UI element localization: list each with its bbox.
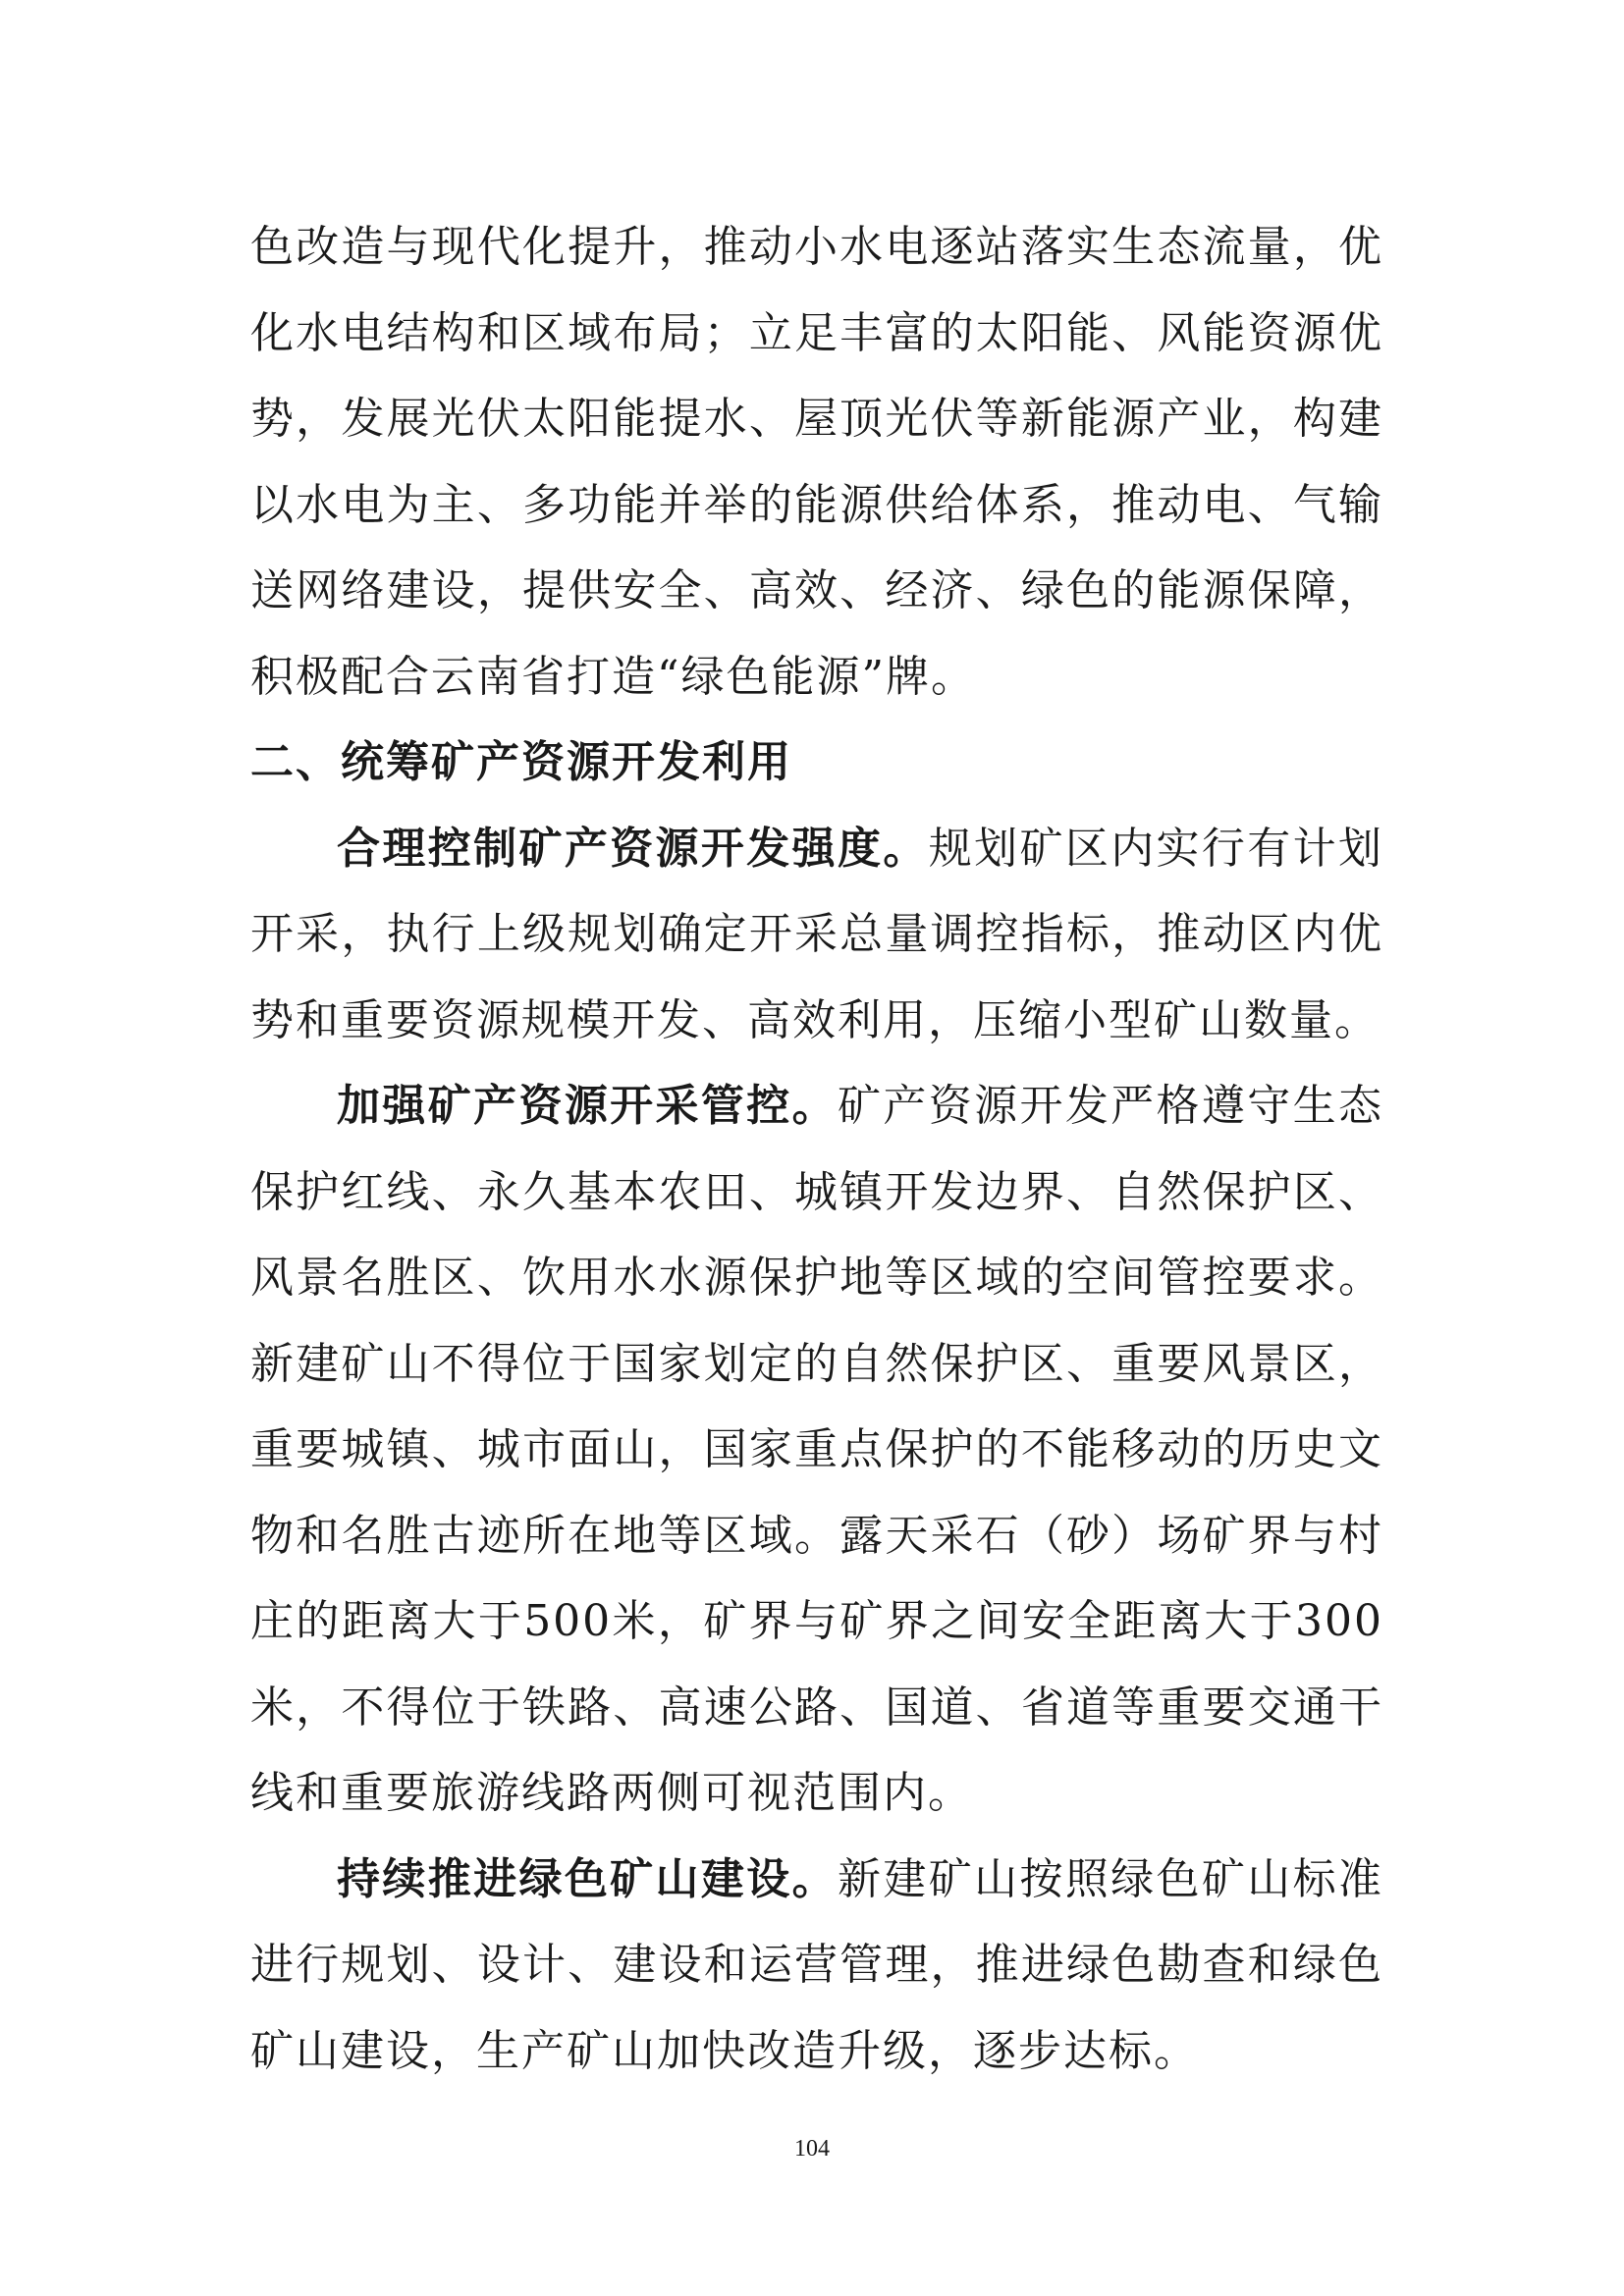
paragraph-lead: 持续推进绿色矿山建设。	[337, 1853, 838, 1904]
paragraph-body: 规划矿区内实行有计划开采，执行上级规划确定开采总量调控指标，推动区内优势和重要资源规模开发、高效利用，压缩小型矿山数量。	[250, 823, 1384, 1045]
paragraph-lead: 合理控制矿产资源开发强度。	[337, 823, 929, 874]
paragraph-lead: 加强矿产资源开采管控。	[337, 1081, 838, 1131]
paragraph-mining-control	[250, 1063, 1383, 1837]
paragraph-green-mines	[250, 1837, 1383, 2095]
document-page	[250, 204, 1383, 2094]
paragraph-body: 矿产资源开发严格遵守生态保护红线、永久基本农田、城镇开发边界、自然保护区、风景名胜区、饮用水水源保护地等区域的空间管控要求。新建矿山不得位于国家划定的自然保护区、重要风景区，重要城镇、城市面山，国家重点保护的不能移动的历史文物和名胜古迹所在地等区域。露天采石（砂）场矿界与村庄的距离大于500米，矿界与矿界之间安全距离大于300米，不得位于铁路、高速公路、国道、省道等重要交通干线和重要旅游线路两侧可视范围内。	[250, 1081, 1383, 1818]
paragraph-mining-intensity	[250, 806, 1383, 1064]
paragraph-body: 新建矿山按照绿色矿山标准进行规划、设计、建设和运营管理，推进绿色勘查和绿色矿山建设，生产矿山加快改造升级，逐步达标。	[250, 1853, 1383, 2076]
intro-paragraph: 色改造与现代化提升，推动小水电逐站落实生态流量，优化水电结构和区域布局；立足丰富的太阳能、风能资源优势，发展光伏太阳能提水、屋顶光伏等新能源产业，构建以水电为主、多功能并举的能源供给体系，推动电、气输送网络建设，提供安全、高效、经济、绿色的能源保障，积极配合云南省打造“绿色能源”牌。	[250, 222, 1383, 702]
section-heading: 二、统筹矿产资源开发利用	[250, 737, 792, 787]
page-number: 104	[794, 2136, 830, 2162]
